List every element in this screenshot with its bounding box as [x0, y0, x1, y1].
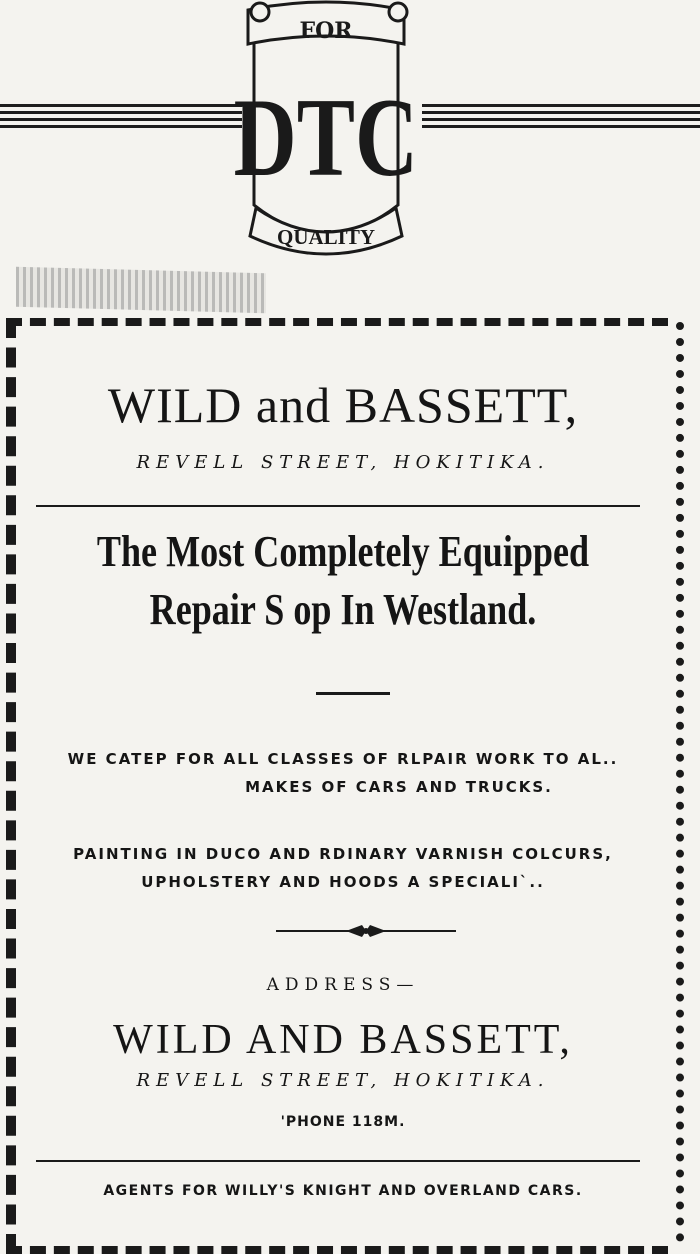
firm-street: REVELL STREET, HOKITIKA.: [136, 452, 550, 473]
logo-banner-top-text: FOR: [299, 18, 353, 44]
phone-number: 'PHONE 118M.: [280, 1114, 406, 1130]
address-street: REVELL STREET, HOKITIKA.: [136, 1070, 550, 1091]
repair-line-2: MAKES OF CARS AND TRUCKS.: [245, 778, 553, 796]
divider-bottom: [36, 1160, 640, 1162]
painting-line-2: UPHOLSTERY AND HOODS A SPECIALI`..: [141, 873, 545, 891]
repair-line-1: WE CATEP FOR ALL CLASSES OF RLPAIR WORK TO AL..: [67, 750, 619, 768]
ornament-rule: [276, 924, 456, 938]
address-firm-name: WILD AND BASSETT,: [113, 1017, 573, 1063]
headline-line-2: Repair S op In Westland.: [149, 585, 537, 634]
agents-line: AGENTS FOR WILLY'S KNIGHT AND OVERLAND CARS.: [103, 1183, 583, 1199]
painting-line-1: PAINTING IN DUCO AND RDINARY VARNISH COLCURS,: [73, 845, 613, 863]
headline-line-1: The Most Completely Equipped: [96, 527, 590, 576]
firm-name: WILD and BASSETT,: [107, 377, 579, 433]
decorative-rules-left: [0, 104, 242, 136]
logo-monogram: DTC: [233, 75, 419, 200]
decorative-rules-right: [422, 104, 700, 136]
dtc-quality-logo: [226, 0, 426, 265]
short-rule: [316, 692, 390, 695]
address-label: ADDRESS—: [266, 975, 420, 995]
divider-top: [36, 505, 640, 507]
print-smudge: [16, 267, 266, 314]
logo-banner-bottom-text: QUALITY: [276, 225, 376, 249]
